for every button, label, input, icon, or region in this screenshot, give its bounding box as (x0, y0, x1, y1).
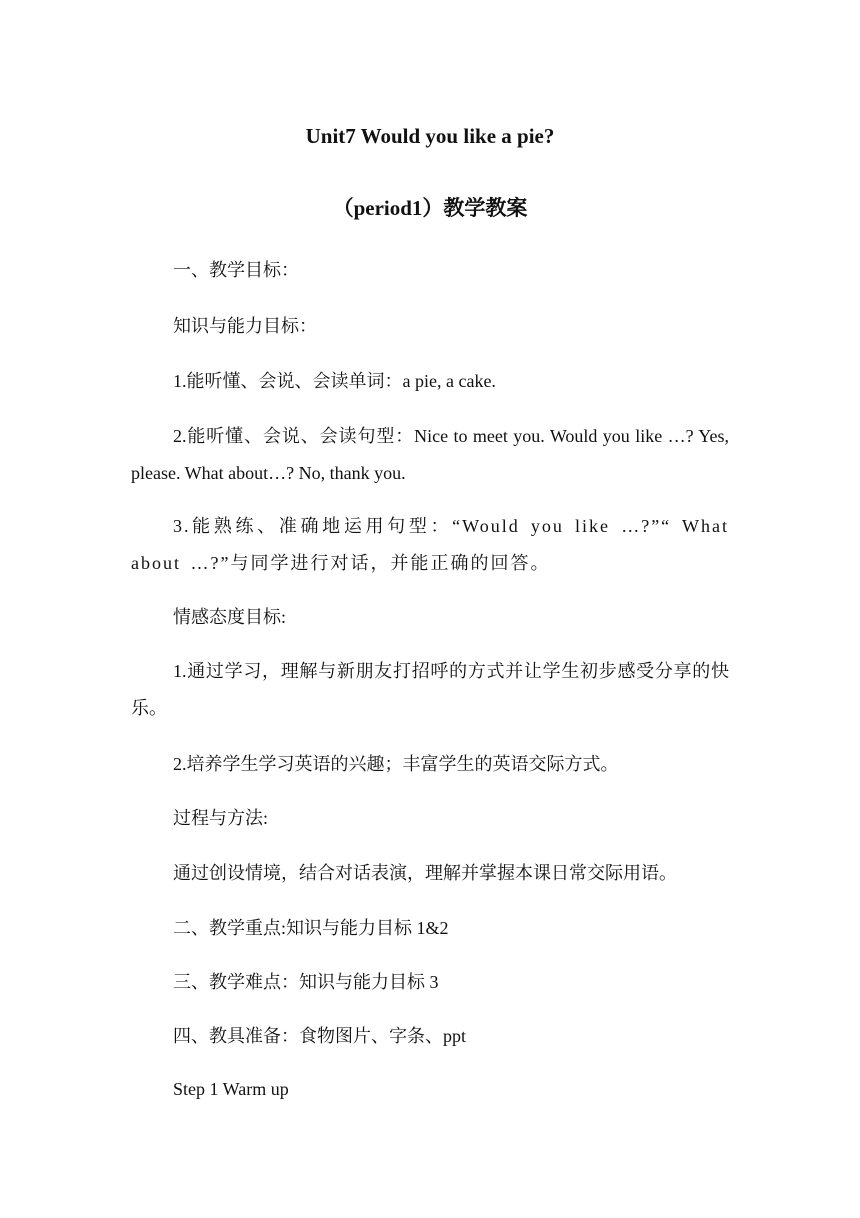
subheading-knowledge-ability: 知识与能力目标： (173, 316, 317, 336)
process-method-text: 通过创设情境，结合对话表演，理解并掌握本课日常交际用语。 (173, 863, 677, 883)
emotion-item-2: 2.培养学生学习英语的兴趣；丰富学生的英语交际方式。 (173, 754, 619, 774)
section-heading-teaching-aids: 四、教具准备：食物图片、字条、ppt (173, 1026, 466, 1046)
subheading-process-method: 过程与方法: (173, 808, 269, 828)
section-heading-objectives: 一、教学目标： (173, 260, 299, 280)
document-title: Unit7 Would you like a pie? (305, 124, 555, 148)
objective-item-1: 1.能听懂、会说、会读单词：a pie, a cake. (173, 371, 496, 391)
objective-item-3: 3.能熟练、准确地运用句型：“Would you like …?”“ What about …?”与同学进行对话，并能正确的回答。 (131, 516, 729, 573)
section-heading-difficulties: 三、教学难点：知识与能力目标 3 (173, 972, 439, 992)
subheading-emotion-attitude: 情感态度目标: (173, 607, 287, 627)
step-heading-warm-up: Step 1 Warm up (173, 1079, 289, 1099)
objective-item-2: 2.能听懂、会说、会读句型：Nice to meet you. Would you like …? Yes, please. What about…? No, thank you. (131, 426, 729, 483)
document-subtitle: （period1）教学教案 (332, 196, 528, 220)
emotion-item-1: 1.通过学习，理解与新朋友打招呼的方式并让学生初步感受分享的快乐。 (131, 661, 729, 718)
section-heading-key-points: 二、教学重点:知识与能力目标 1&2 (173, 918, 449, 938)
